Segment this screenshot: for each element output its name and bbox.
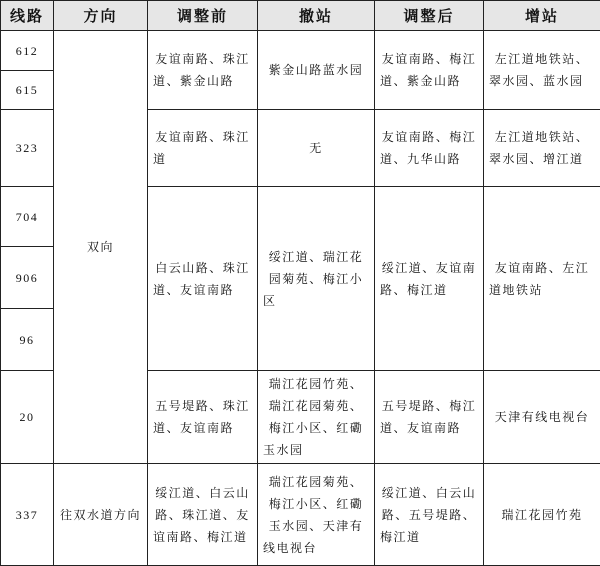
table-row (1, 31, 600, 71)
before-cell: 白云山路、珠江道、友谊南路 (148, 187, 258, 371)
header-before: 调整前 (148, 1, 258, 31)
removed-cell: 瑞江花园竹苑、瑞江花园菊苑、梅江小区、红磡玉水园 (258, 371, 375, 464)
after-cell: 绥江道、友谊南路、梅江道 (375, 187, 484, 371)
header-row (1, 1, 600, 31)
header-after: 调整后 (375, 1, 484, 31)
after-cell: 友谊南路、梅江道、九华山路 (375, 110, 484, 187)
route-number: 612 (1, 31, 54, 71)
after-cell: 五号堤路、梅江道、友谊南路 (375, 371, 484, 464)
header-direction: 方向 (54, 1, 148, 31)
added-cell: 天津有线电视台 (484, 371, 600, 464)
route-number: 323 (1, 110, 54, 187)
before-cell: 友谊南路、珠江道、紫金山路 (148, 31, 258, 110)
header-removed: 撤站 (258, 1, 375, 31)
removed-cell: 瑞江花园菊苑、梅江小区、红磡玉水园、天津有线电视台 (258, 464, 375, 566)
before-cell: 绥江道、白云山路、珠江道、友谊南路、梅江道 (148, 464, 258, 566)
direction-cell: 往双水道方向 (54, 464, 148, 566)
added-cell: 左江道地铁站、翠水园、蓝水园 (484, 31, 600, 110)
removed-cell: 紫金山路蓝水园 (258, 31, 375, 110)
before-cell: 五号堤路、珠江道、友谊南路 (148, 371, 258, 464)
route-number: 96 (1, 309, 54, 371)
route-number: 704 (1, 187, 54, 247)
direction-cell: 双向 (54, 31, 148, 464)
after-cell: 绥江道、白云山路、五号堤路、梅江道 (375, 464, 484, 566)
added-cell: 瑞江花园竹苑 (484, 464, 600, 566)
added-cell: 左江道地铁站、翠水园、增江道 (484, 110, 600, 187)
header-route: 线路 (1, 1, 54, 31)
removed-cell: 无 (258, 110, 375, 187)
added-cell: 友谊南路、左江道地铁站 (484, 187, 600, 371)
route-number: 906 (1, 247, 54, 309)
removed-cell: 绥江道、瑞江花园菊苑、梅江小区 (258, 187, 375, 371)
route-number: 337 (1, 464, 54, 566)
route-number: 615 (1, 71, 54, 110)
table-row (1, 464, 600, 566)
route-number: 20 (1, 371, 54, 464)
before-cell: 友谊南路、珠江道 (148, 110, 258, 187)
header-added: 增站 (484, 1, 600, 31)
after-cell: 友谊南路、梅江道、紫金山路 (375, 31, 484, 110)
